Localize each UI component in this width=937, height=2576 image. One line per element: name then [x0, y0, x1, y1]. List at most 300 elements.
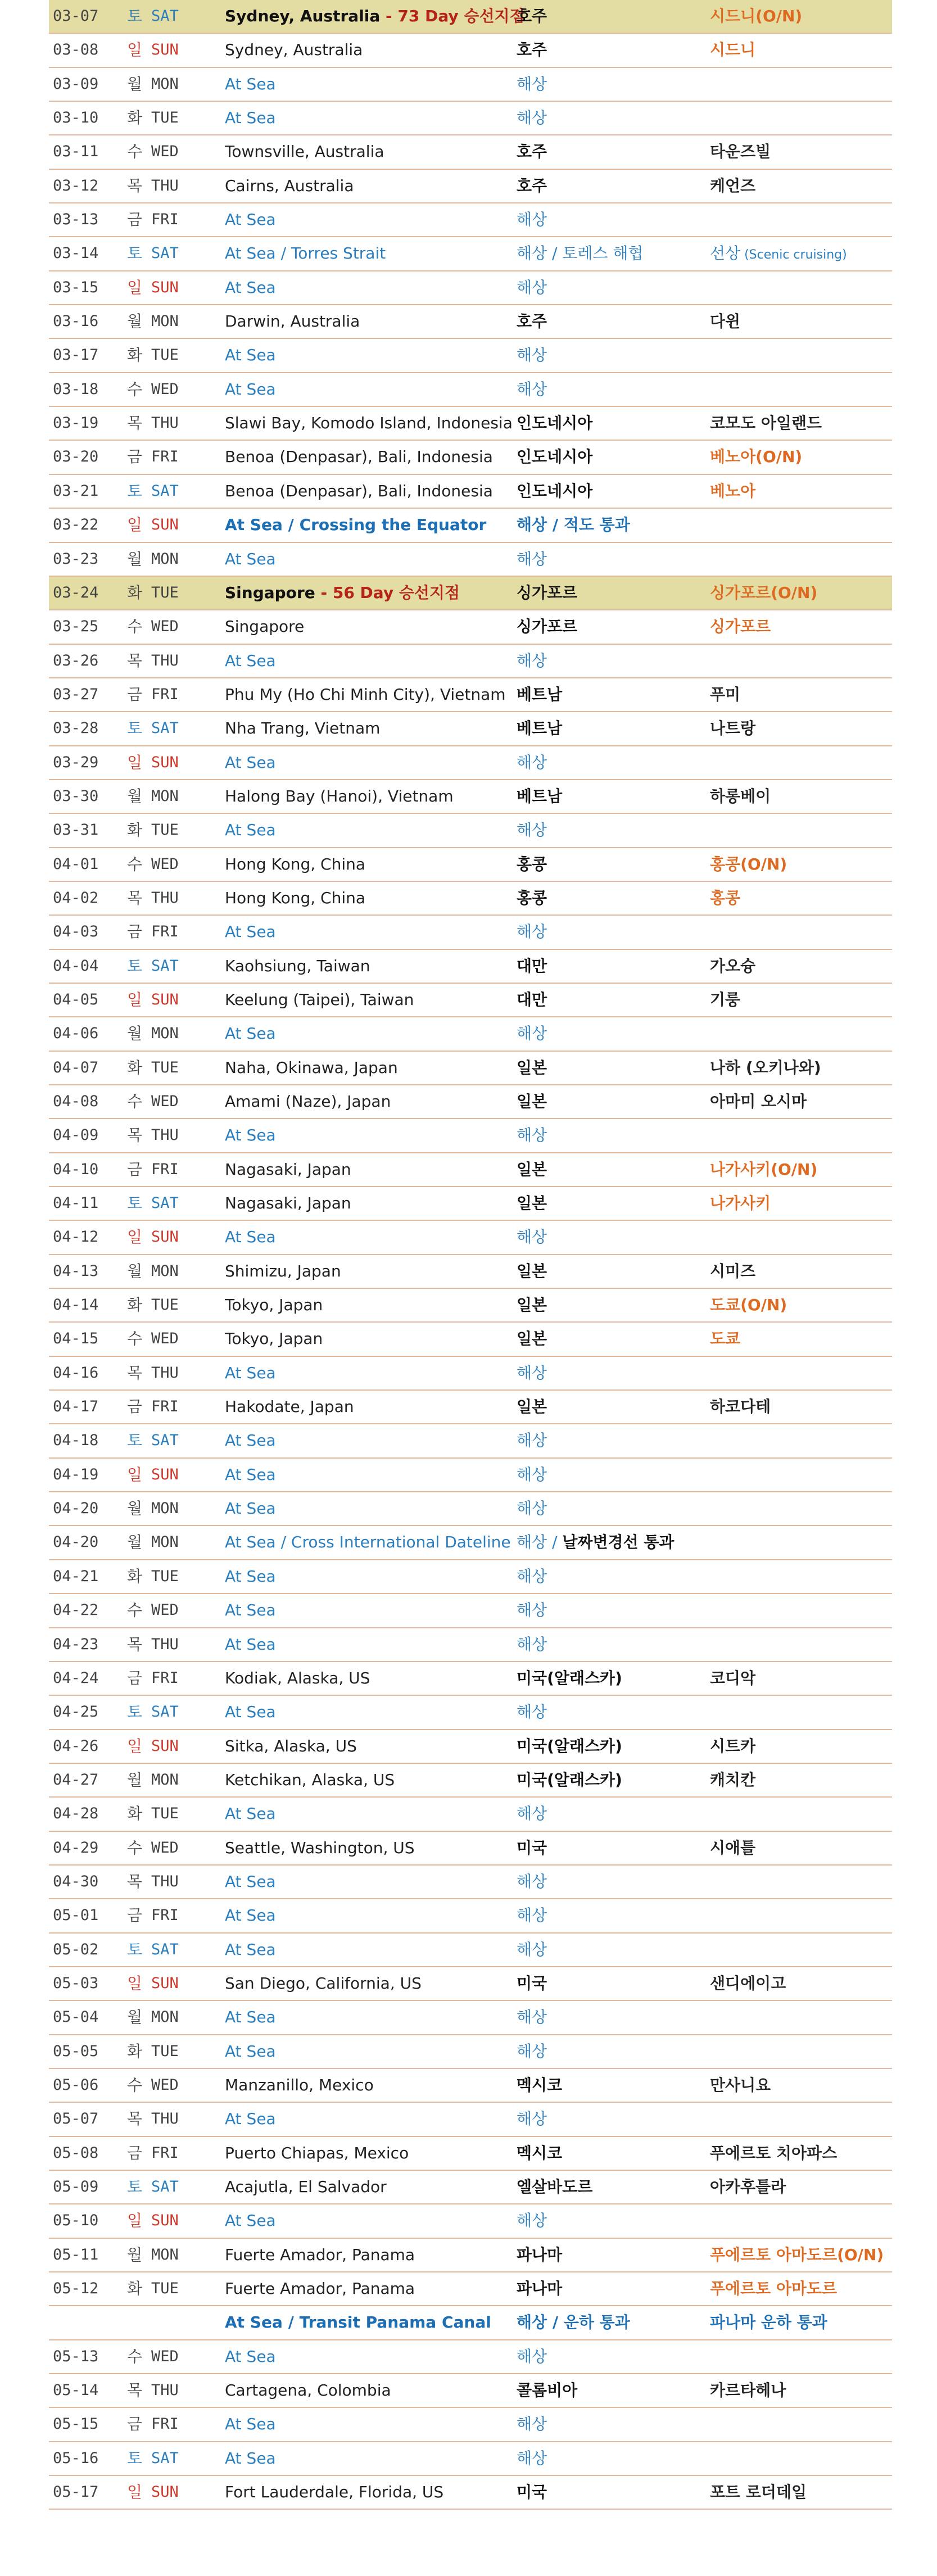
row-port	[225, 1357, 276, 1389]
country-name: 싱가포르	[517, 617, 578, 636]
row-port	[225, 1289, 323, 1321]
country-name: 미국(알래스카)	[517, 1736, 622, 1755]
row-country	[517, 1730, 622, 1763]
row-korean-weekday: 수	[127, 379, 143, 399]
row-english-weekday: MON	[151, 75, 179, 93]
itinerary-row	[49, 271, 892, 305]
row-korean-weekday: 토	[127, 719, 143, 738]
row-port	[225, 1424, 276, 1457]
row-date: 05-07	[53, 2110, 99, 2128]
row-port	[225, 2239, 415, 2271]
row-port	[225, 577, 460, 609]
row-port	[225, 373, 276, 406]
row-country	[517, 1798, 547, 1830]
row-port	[225, 1119, 276, 1152]
port-name: Singapore	[225, 617, 305, 636]
row-english-weekday: WED	[151, 143, 179, 161]
itinerary-row	[49, 2442, 892, 2476]
row-country	[517, 2306, 630, 2339]
itinerary-row	[49, 203, 892, 237]
port-name: At Sea	[225, 2109, 276, 2129]
country-name: 해상 / 토레스 해협	[517, 244, 644, 263]
row-korean-weekday: 화	[127, 1058, 143, 1077]
port-name: At Sea	[225, 346, 276, 365]
row-korean-port	[710, 1255, 755, 1288]
korean-port-name: 시드니	[710, 40, 756, 60]
itinerary-row	[49, 814, 892, 848]
row-country	[517, 2374, 577, 2407]
port-name: Halong Bay (Hanoi), Vietnam	[225, 786, 454, 805]
row-korean-weekday: 수	[127, 1329, 143, 1348]
row-korean-weekday: 금	[127, 922, 143, 941]
row-port	[225, 1798, 276, 1830]
row-date: 04-12	[53, 1228, 99, 1246]
row-port	[225, 475, 493, 508]
row-english-weekday: SUN	[151, 41, 179, 59]
country-name: 대만	[517, 990, 547, 1009]
port-name: At Sea	[225, 1567, 276, 1586]
row-port	[225, 2476, 443, 2509]
row-port	[225, 271, 276, 304]
itinerary-row	[49, 1628, 892, 1662]
row-korean-weekday: 월	[127, 1770, 143, 1789]
row-port	[225, 2001, 276, 2034]
country-name: 해상	[517, 1363, 547, 1382]
korean-port-name: 타운즈빌	[710, 142, 771, 161]
row-korean-port	[710, 610, 771, 643]
row-country	[517, 1866, 547, 1898]
itinerary-row	[49, 2069, 892, 2103]
itinerary-row	[49, 2103, 892, 2136]
country-name: 해상	[517, 1465, 547, 1484]
row-port	[225, 1323, 323, 1355]
row-korean-weekday: 일	[127, 2483, 143, 2502]
row-date: 04-13	[53, 1262, 99, 1280]
korean-port-name: 도쿄	[710, 1329, 741, 1348]
row-date: 03-14	[53, 245, 99, 262]
port-name: At Sea	[225, 549, 276, 568]
row-country	[517, 1492, 547, 1525]
country-name: 해상	[517, 549, 547, 568]
row-korean-port	[710, 780, 771, 813]
port-name: Benoa (Denpasar), Bali, Indonesia	[225, 481, 493, 500]
country-name: 호주	[517, 142, 547, 161]
row-korean-weekday: 일	[127, 1736, 143, 1755]
row-english-weekday: TUE	[151, 2280, 179, 2298]
itinerary-table	[49, 0, 892, 2510]
port-name: Slawi Bay, Komodo Island, Indonesia	[225, 414, 513, 433]
row-country	[517, 305, 547, 338]
row-korean-weekday: 수	[127, 142, 143, 161]
country-name: 베트남	[517, 786, 563, 805]
row-date: 03-16	[53, 313, 99, 331]
row-korean-port	[710, 2306, 827, 2339]
row-korean-weekday: 월	[127, 1024, 143, 1043]
row-date: 04-21	[53, 1567, 99, 1585]
row-port	[225, 1017, 276, 1050]
row-date: 04-19	[53, 1465, 99, 1483]
row-korean-weekday: 금	[127, 2143, 143, 2162]
country-name: 미국(알래스카)	[517, 1668, 622, 1687]
korean-port-name: 가오슝	[710, 956, 756, 975]
row-port	[225, 0, 525, 33]
korean-port-name: 나하 (오키나와)	[710, 1058, 821, 1077]
port-name: At Sea	[225, 278, 276, 297]
row-date: 03-10	[53, 109, 99, 127]
row-country	[517, 916, 547, 948]
country-name: 해상	[517, 651, 547, 670]
row-country	[517, 1628, 547, 1661]
row-korean-port	[710, 1289, 787, 1321]
row-country	[517, 746, 547, 779]
row-korean-port	[710, 475, 755, 508]
row-country	[517, 2001, 547, 2034]
row-country	[517, 1221, 547, 1253]
port-name: At Sea	[225, 821, 276, 840]
row-country	[517, 1459, 547, 1491]
row-port	[225, 1662, 370, 1695]
row-port	[225, 68, 276, 101]
itinerary-row	[49, 135, 892, 169]
country-name: 해상	[517, 1228, 547, 1247]
itinerary-row	[49, 1866, 892, 1899]
row-korean-weekday: 토	[127, 1940, 143, 1959]
row-port	[225, 2442, 276, 2475]
row-port	[225, 1052, 398, 1084]
port-name: At Sea	[225, 210, 276, 229]
port-name: At Sea	[225, 1499, 276, 1518]
korean-port-name: 싱가포르(O/N)	[710, 583, 818, 602]
row-korean-port	[710, 1085, 807, 1118]
row-country	[517, 1594, 547, 1627]
row-country	[517, 814, 547, 846]
row-date: 05-15	[53, 2415, 99, 2433]
row-date: 04-28	[53, 1805, 99, 1823]
row-country	[517, 1289, 547, 1321]
port-name: At Sea / Crossing the Equator	[225, 515, 487, 535]
row-date: 03-13	[53, 211, 99, 229]
country-name: 일본	[517, 1329, 547, 1348]
row-date: 04-20	[53, 1500, 99, 1518]
row-port	[225, 237, 386, 270]
port-name: At Sea	[225, 2448, 276, 2468]
row-country	[517, 2035, 547, 2068]
row-korean-weekday: 일	[127, 1465, 143, 1484]
korean-port-name: 케언즈	[710, 176, 756, 195]
port-name: At Sea	[225, 1703, 276, 1722]
row-english-weekday: MON	[151, 2008, 179, 2026]
itinerary-row	[49, 645, 892, 678]
port-name: Fort Lauderdale, Florida, US	[225, 2483, 444, 2502]
row-korean-port	[710, 34, 755, 66]
row-date: 04-22	[53, 1601, 99, 1619]
row-date: 05-06	[53, 2076, 99, 2094]
row-port	[225, 610, 304, 643]
row-english-weekday: THU	[151, 176, 179, 194]
country-name: 해상 / 운하 통과	[517, 2313, 630, 2332]
port-name: At Sea / Transit Panama Canal	[225, 2313, 491, 2332]
row-english-weekday: THU	[151, 1872, 179, 1890]
row-port	[225, 2306, 491, 2339]
row-english-weekday: SUN	[151, 1737, 179, 1755]
row-korean-port	[710, 1153, 817, 1186]
row-korean-port	[710, 950, 755, 983]
country-name: 콜롬비아	[517, 2381, 578, 2400]
row-korean-weekday: 월	[127, 1499, 143, 1518]
row-korean-weekday: 목	[127, 888, 143, 907]
country-name: 해상	[517, 1635, 547, 1654]
korean-port-name: 아카후틀라	[710, 2177, 786, 2196]
itinerary-row	[49, 1221, 892, 1255]
row-korean-port	[710, 170, 755, 202]
row-date: 03-20	[53, 448, 99, 466]
row-port	[225, 2171, 387, 2203]
itinerary-row	[49, 2204, 892, 2238]
row-date: 03-29	[53, 753, 99, 771]
row-date: 05-14	[53, 2382, 99, 2400]
itinerary-row	[49, 577, 892, 610]
row-korean-weekday: 목	[127, 1872, 143, 1891]
row-korean-weekday: 월	[127, 1261, 143, 1280]
korean-port-name: 홍콩	[710, 888, 741, 907]
row-korean-port	[710, 2374, 786, 2407]
row-korean-port	[710, 2069, 771, 2102]
country-name: 해상	[517, 1601, 547, 1620]
row-country	[517, 68, 547, 101]
row-english-weekday: FRI	[151, 1907, 179, 1925]
country-name: 해상	[517, 2347, 547, 2366]
row-port	[225, 1187, 351, 1220]
korean-port-name: 캐치칸	[710, 1770, 756, 1789]
country-name: 미국(알래스카)	[517, 1770, 622, 1789]
row-date: 03-22	[53, 516, 99, 534]
country-name: 해상	[517, 1126, 547, 1145]
row-date: 05-12	[53, 2280, 99, 2298]
row-port	[225, 135, 384, 168]
row-english-weekday: THU	[151, 1126, 179, 1144]
row-date: 04-14	[53, 1296, 99, 1314]
korean-port-name: 포트 로더데일	[710, 2483, 807, 2502]
korean-port-name: 푸에르토 치아파스	[710, 2143, 838, 2162]
itinerary-row	[49, 1662, 892, 1696]
row-date: 04-09	[53, 1126, 99, 1144]
row-korean-weekday: 화	[127, 1296, 143, 1315]
row-korean-weekday: 월	[127, 312, 143, 331]
row-date: 03-07	[53, 7, 99, 25]
port-name: At Sea	[225, 1465, 276, 1484]
port-name: Tokyo, Japan	[225, 1329, 323, 1348]
row-korean-weekday: 수	[127, 1838, 143, 1857]
itinerary-row	[49, 407, 892, 441]
port-name: Hong Kong, China	[225, 854, 366, 873]
itinerary-row	[49, 1187, 892, 1221]
row-korean-port	[710, 2476, 807, 2509]
country-name: 멕시코	[517, 2143, 563, 2162]
row-english-weekday: SAT	[151, 1432, 179, 1450]
itinerary-row	[49, 712, 892, 746]
row-port	[225, 203, 276, 236]
row-country	[517, 882, 547, 914]
row-english-weekday: MON	[151, 2245, 179, 2263]
row-korean-weekday: 화	[127, 1804, 143, 1823]
row-english-weekday: FRI	[151, 1398, 179, 1416]
country-name: 일본	[517, 1194, 547, 1213]
port-name: At Sea	[225, 2347, 276, 2366]
row-korean-weekday: 화	[127, 1567, 143, 1586]
row-english-weekday: FRI	[151, 1669, 179, 1687]
itinerary-row	[49, 1526, 892, 1560]
row-country	[517, 1391, 547, 1423]
country-name: 인도네시아	[517, 414, 593, 433]
row-english-weekday: TUE	[151, 2042, 179, 2060]
port-name: At Sea	[225, 1804, 276, 1823]
row-date: 05-08	[53, 2144, 99, 2162]
row-date: 03-11	[53, 143, 99, 161]
row-english-weekday: SAT	[151, 719, 179, 737]
port-name: At Sea	[225, 1431, 276, 1450]
port-name: Shimizu, Japan	[225, 1261, 341, 1280]
row-korean-weekday: 일	[127, 2211, 143, 2230]
row-korean-port	[710, 407, 822, 440]
row-country	[517, 1832, 547, 1864]
country-name: 해상	[517, 753, 547, 772]
country-name: 일본	[517, 1058, 547, 1077]
korean-port-name: 파나마 운하 통과	[710, 2313, 827, 2332]
row-korean-weekday: 화	[127, 2041, 143, 2061]
port-name: At Sea	[225, 1872, 276, 1891]
korean-port-name: 홍콩(O/N)	[710, 854, 787, 873]
row-english-weekday: FRI	[151, 2144, 179, 2162]
country-name: 해상	[517, 1872, 547, 1891]
row-port	[225, 1459, 276, 1491]
row-country	[517, 1085, 547, 1118]
port-name: Nagasaki, Japan	[225, 1194, 351, 1213]
row-korean-port	[710, 2171, 786, 2203]
row-korean-weekday: 토	[127, 481, 143, 500]
port-name: At Sea	[225, 922, 276, 941]
port-name: Phu My (Ho Chi Minh City), Vietnam	[225, 685, 506, 704]
itinerary-row	[49, 0, 892, 34]
port-name: Sitka, Alaska, US	[225, 1736, 357, 1755]
country-name: 미국	[517, 1973, 547, 1993]
port-name: At Sea	[225, 2008, 276, 2027]
port-name: At Sea	[225, 2415, 276, 2434]
port-name: Manzanillo, Mexico	[225, 2075, 374, 2094]
port-name: Puerto Chiapas, Mexico	[225, 2143, 409, 2162]
row-korean-weekday: 일	[127, 278, 143, 297]
itinerary-row	[49, 1730, 892, 1764]
row-korean-weekday: 월	[127, 786, 143, 805]
row-date: 05-17	[53, 2483, 99, 2501]
row-english-weekday: TUE	[151, 109, 179, 127]
country-name: 일본	[517, 1092, 547, 1111]
country-name: 해상	[517, 1024, 547, 1043]
row-english-weekday: SUN	[151, 516, 179, 534]
row-port	[225, 34, 363, 66]
row-korean-weekday: 수	[127, 1601, 143, 1620]
row-date: 04-26	[53, 1737, 99, 1755]
row-korean-weekday: 목	[127, 1363, 143, 1382]
row-english-weekday: WED	[151, 1839, 179, 1857]
country-name: 일본	[517, 1296, 547, 1315]
row-date: 04-20	[53, 1533, 99, 1551]
row-korean-weekday: 화	[127, 346, 143, 365]
row-port	[225, 543, 276, 576]
row-country	[517, 610, 577, 643]
country-name: 해상	[517, 346, 547, 365]
korean-port-name: 만사니요	[710, 2075, 771, 2094]
row-korean-port	[710, 2239, 884, 2271]
row-date: 04-17	[53, 1398, 99, 1416]
country-name: 해상	[517, 2448, 547, 2468]
row-english-weekday: TUE	[151, 1296, 179, 1314]
row-country	[517, 2137, 562, 2170]
row-port	[225, 1832, 415, 1864]
itinerary-row	[49, 305, 892, 339]
row-date: 03-28	[53, 719, 99, 737]
row-english-weekday: TUE	[151, 821, 179, 839]
itinerary-row	[49, 678, 892, 712]
port-name: Seattle, Washington, US	[225, 1838, 415, 1857]
row-country	[517, 1119, 547, 1152]
row-date: 03-25	[53, 618, 99, 636]
row-date: 04-02	[53, 889, 99, 907]
port-name: Kaohsiung, Taiwan	[225, 956, 370, 975]
korean-port-note: (Scenic cruising)	[740, 248, 847, 262]
row-port	[225, 1560, 276, 1593]
row-english-weekday: FRI	[151, 211, 179, 229]
row-korean-weekday: 토	[127, 1194, 143, 1213]
korean-port-name: 푸미	[710, 685, 741, 704]
row-date: 03-23	[53, 550, 99, 568]
row-english-weekday: WED	[151, 1601, 179, 1619]
row-country	[517, 34, 547, 66]
row-port	[225, 509, 486, 541]
country-name: 일본	[517, 1160, 547, 1179]
itinerary-row	[49, 1967, 892, 2001]
row-port	[225, 2374, 391, 2407]
row-country	[517, 712, 562, 745]
row-english-weekday: TUE	[151, 1058, 179, 1076]
row-country	[517, 1017, 547, 1050]
row-english-weekday: WED	[151, 2347, 179, 2365]
port-name: At Sea	[225, 2041, 276, 2061]
row-english-weekday: THU	[151, 889, 179, 907]
korean-port-name: 샌디에이고	[710, 1973, 786, 1993]
row-korean-weekday: 금	[127, 685, 143, 704]
country-name: 해상	[517, 1499, 547, 1518]
row-korean-weekday: 목	[127, 1126, 143, 1145]
country-name: 해상	[517, 2211, 547, 2230]
row-korean-weekday: 목	[127, 414, 143, 433]
row-date: 03-18	[53, 380, 99, 398]
row-english-weekday: SAT	[151, 1703, 179, 1721]
port-name: At Sea / Torres Strait	[225, 244, 386, 263]
row-korean-weekday: 수	[127, 2075, 143, 2094]
itinerary-row	[49, 1696, 892, 1730]
port-note: - 56 Day 승선지점	[315, 583, 460, 602]
country-name: 파나마	[517, 2245, 563, 2264]
row-date: 04-16	[53, 1364, 99, 1382]
row-korean-weekday: 일	[127, 40, 143, 60]
row-english-weekday: FRI	[151, 923, 179, 941]
port-name: At Sea	[225, 108, 276, 128]
row-english-weekday: SUN	[151, 990, 179, 1008]
itinerary-row	[49, 984, 892, 1017]
row-korean-weekday: 목	[127, 1635, 143, 1654]
port-name: Singapore	[225, 583, 315, 602]
row-english-weekday: MON	[151, 1500, 179, 1518]
